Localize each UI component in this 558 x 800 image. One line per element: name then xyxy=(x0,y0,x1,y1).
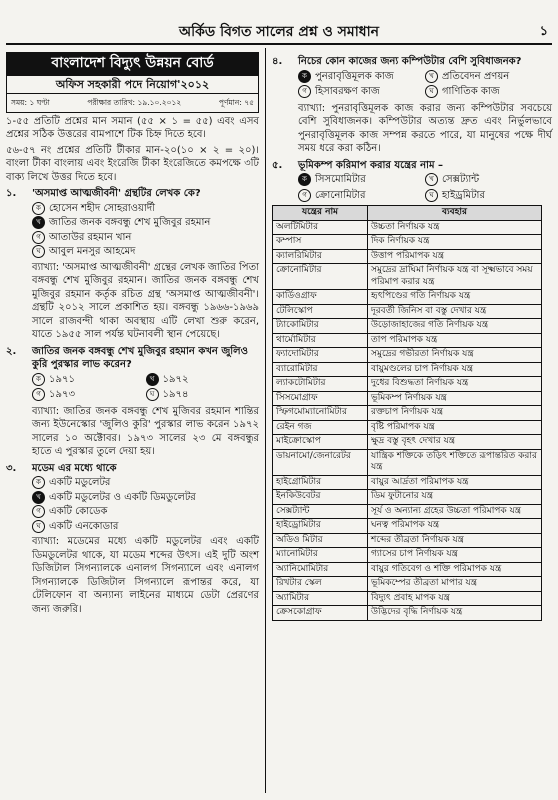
explanation: ব্যাখ্যা: 'অসমাপ্ত আত্মজীবনী' গ্রন্থের লেখক জাতির পিতা বঙ্গবন্ধু শেখ মুজিবুর রহমান। জাতির জনক বঙ্গবন্ধু শেখ মুজিবুর রহমান কর্তৃক রচিত গ্রন্থ 'অসমাপ্ত আত্মজীবনী'। গ্রন্থটি ২০১২ সালে প্রকাশিত হয়। বঙ্গবন্ধু ১৯৬৬-১৯৬৯ সালে রাজবন্দী থাকা অবস্থায় এটি লেখা শুরু করেন, যাতে ১৯৫৫ সাল পর্যন্ত ঘটনাবলী স্থান পেয়েছে। xyxy=(32,261,259,340)
explanation: ব্যাখ্যা: মডেমের মধ্যে একটি মডুলেটর এবং একটি ডিমডুলেটর থাকে, যা মডেম শব্দের উৎস। এই দুটি অংশ ডিজিটাল সিগন্যালকে এনালগ সিগন্যালে এবং এনালগ সিগন্যালকে ডিজিটাল সিগন্যালে রূপান্তর করে, যা টেলিফোন বা অন্যান্য লাইনের মাধ্যমে ডেটা প্রেরণের জন্য জরুরি। xyxy=(32,536,259,615)
instrument-name: অলটিমিটার xyxy=(273,220,368,235)
instrument-name: ক্রোনোমিটার xyxy=(273,264,368,290)
option-marker: ক xyxy=(32,373,45,386)
page-header xyxy=(0,0,558,44)
option-marker: গ xyxy=(298,189,311,202)
option-text: ক্রোনোমিটার xyxy=(315,189,366,201)
option-marker: খ xyxy=(146,373,159,386)
question-text: 'অসমাপ্ত আত্মজীবনী' গ্রন্থটির লেখক কে? xyxy=(32,188,201,199)
instrument-use: ঘনত্ব পরিমাপক যন্ত্র xyxy=(368,519,542,534)
table-row xyxy=(273,304,542,319)
instrument-use: সমুদ্রের দ্রাঘিমা নির্ণায়ক যন্ত্র বা সূক্ষ্মভাবে সময় পরিমাপ করার যন্ত্র xyxy=(368,264,542,290)
instrument-use: বায়ুমণ্ডলের চাপ নির্ণায়ক যন্ত্র xyxy=(368,362,542,377)
option-marker: ক xyxy=(298,70,311,83)
option-marker: ক xyxy=(32,202,45,215)
table-row xyxy=(273,348,542,363)
table-row xyxy=(273,577,542,592)
table-header-row xyxy=(273,206,542,221)
option-text: হাইড্রমিটার xyxy=(442,189,485,201)
instruction-2: ৫৬-৫৭ নং প্রশ্নের প্রতিটি টীকার মান-২০(১০ × ২ = ২০)। বাংলা টীকা বাংলায় এবং ইংরেজি টীকা ইংরেজিতে কমপক্ষে ৩টি বাক্য লিখে উত্তর দিতে হবে। xyxy=(6,144,259,183)
instrument-use: বায়ুর আর্দ্রতা পরিমাপক যন্ত্র xyxy=(368,475,542,490)
option-text: একটি এনকোডার xyxy=(49,520,119,532)
instrument-use: বিদ্যুৎ প্রবাহ মাপক যন্ত্র xyxy=(368,591,542,606)
instrument-use: শব্দের তীব্রতা নির্ণায়ক যন্ত্র xyxy=(368,533,542,548)
instrument-name: রিখটার স্কেল xyxy=(273,577,368,592)
option-text: ১৯৭৪ xyxy=(162,389,189,400)
answer-option[interactable] xyxy=(425,85,552,99)
instrument-use: উচ্চতা নির্ণায়ক যন্ত্র xyxy=(368,220,542,235)
question-text: মডেম এর মধ্যে থাকে xyxy=(32,462,117,474)
instrument-use: উদ্ভিদের বৃদ্ধি নির্ণায়ক যন্ত্র xyxy=(368,606,542,621)
exam-time: সময়: ১ ঘণ্টা xyxy=(11,98,50,107)
instrument-use: ডিম ফুটানোর যন্ত্র xyxy=(368,490,542,505)
option-marker: ঘ xyxy=(32,245,45,258)
answer-option[interactable] xyxy=(32,373,146,387)
option-text: প্রতিবেদন প্রণয়ন xyxy=(442,70,510,82)
instrument-use: সূর্য ও অন্যান্য গ্রহের উচ্চতা পরিমাপক যন্ত্র xyxy=(368,504,542,519)
table-header-name: যন্ত্রের নাম xyxy=(273,206,368,221)
table-row xyxy=(273,391,542,406)
right-questions xyxy=(272,55,552,203)
table-row xyxy=(273,606,542,621)
instrument-use: উড়োজাহাজের গতি নির্ণায়ক যন্ত্র xyxy=(368,319,542,334)
instrument-use: তাপ পরিমাপক যন্ত্র xyxy=(368,333,542,348)
option-text: সিসমোমিটার xyxy=(315,174,366,185)
options-grid xyxy=(298,172,552,203)
table-row xyxy=(273,290,542,305)
page-number: ১ xyxy=(539,24,548,39)
instrument-use: গ্যাসের চাপ নির্ণায়ক যন্ত্র xyxy=(368,548,542,563)
answer-option[interactable] xyxy=(425,173,552,187)
answer-option[interactable] xyxy=(32,231,259,245)
answer-option[interactable] xyxy=(298,85,425,99)
table-row xyxy=(273,475,542,490)
exam-board-box xyxy=(6,52,259,113)
answer-option[interactable] xyxy=(146,373,260,387)
question-number: ৫. xyxy=(272,159,283,171)
exam-date: পরীক্ষার তারিখ: ১৯.১০.২০১২ xyxy=(87,98,182,107)
instrument-use: রক্তচাপ নির্ণায়ক যন্ত্র xyxy=(368,406,542,421)
option-marker: খ xyxy=(425,70,438,83)
option-text: ১৯৭২ xyxy=(162,373,189,385)
instrument-name: ফ্যাদোমিটার xyxy=(273,348,368,363)
answer-option[interactable] xyxy=(32,202,259,216)
instrument-name: অ্যানিমোমিটার xyxy=(273,562,368,577)
option-text: আতাউর রহমান খান xyxy=(49,231,132,243)
instrument-name: ইনকিউবেটর xyxy=(273,490,368,505)
option-marker: গ xyxy=(32,388,45,401)
instrument-name: সেক্সট্যান্ট xyxy=(273,504,368,519)
question xyxy=(272,55,552,69)
instruction-1: ১-৫৫ প্রতিটি প্রশ্নের মান সমান (৫৫ × ১ = ৫৫) এবং এসব প্রশ্নের সঠিক উত্তরের বামপাশে টিক চিহ্ন দিতে হবে। xyxy=(6,115,259,140)
answer-option[interactable] xyxy=(32,216,259,230)
option-text: আবুল মনসুর আহমেদ xyxy=(49,246,136,257)
option-marker: ঘ xyxy=(425,85,438,98)
explanation: ব্যাখ্যা: জাতির জনক বঙ্গবন্ধু শেখ মুজিবর রহমান শান্তির জন্য ইউনেস্কোর 'জুলিও কুরি' পুরস্কার লাভ করেন ১৯৭২ সালের ১০ অক্টোবর। ১৯৭৩ সালের ২৩ মে বঙ্গবন্ধুর হাতে এ পুরস্কার তুলে দেয়া হয়। xyxy=(32,405,259,457)
answer-option[interactable] xyxy=(298,173,425,187)
answer-option[interactable] xyxy=(32,476,259,490)
instruments-table xyxy=(272,205,542,621)
answer-option[interactable] xyxy=(298,70,425,84)
table-row xyxy=(273,264,542,290)
instrument-name: ট্যাকোমিটার xyxy=(273,319,368,334)
question-number: ৩. xyxy=(6,462,17,474)
option-marker: ঘ xyxy=(32,520,45,533)
instrument-use: ভূমিকম্প নির্ণায়ক যন্ত্র xyxy=(368,391,542,406)
instrument-name: অডিও মিটার xyxy=(273,533,368,548)
option-marker: গ xyxy=(32,505,45,518)
option-text: পুনরাবৃত্তিমূলক কাজ xyxy=(315,70,394,82)
table-row xyxy=(273,362,542,377)
instrument-use: সমুদ্রের গভীরতা নির্ণায়ক যন্ত্র xyxy=(368,348,542,363)
header-divider xyxy=(6,43,552,45)
instrument-use: দুধের বিশুদ্ধতা নির্ণায়ক যন্ত্র xyxy=(368,377,542,392)
table-row xyxy=(273,235,542,250)
instrument-name: টেলিস্কোপ xyxy=(273,304,368,319)
instrument-name: ম্যানোমিটার xyxy=(273,548,368,563)
instrument-name: স্ফিগমোম্যানোমিটার xyxy=(273,406,368,421)
question-number: ২. xyxy=(6,345,17,357)
answer-option[interactable] xyxy=(32,245,259,259)
instrument-name: সিসমোগ্রাফ xyxy=(273,391,368,406)
answer-option[interactable] xyxy=(298,189,425,203)
answer-option[interactable] xyxy=(425,189,552,203)
option-text: হিসাবরক্ষণ কাজ xyxy=(315,86,380,97)
question-number: ৪. xyxy=(272,56,283,67)
answer-option[interactable] xyxy=(32,520,259,534)
table-row xyxy=(273,319,542,334)
answer-option[interactable] xyxy=(32,388,146,402)
options-grid xyxy=(32,372,259,403)
option-marker: ঘ xyxy=(146,388,159,401)
exam-marks: পূর্ণমান: ৭৫ xyxy=(218,98,254,107)
table-row xyxy=(273,548,542,563)
instrument-name: মাইক্রোস্কোপ xyxy=(273,435,368,450)
question-text: নিচের কোন কাজের জন্য কম্পিউটার বেশি সুবিধাজনক? xyxy=(298,56,522,67)
board-title: বাংলাদেশ বিদ্যুৎ উন্নয়ন বোর্ড xyxy=(7,53,258,75)
instrument-name: ক্রেসকোগ্রাফ xyxy=(273,606,368,621)
answer-option[interactable] xyxy=(146,388,260,402)
table-row xyxy=(273,490,542,505)
option-text: হোসেন শহীদ সোহরাওয়ার্দী xyxy=(49,202,155,214)
option-text: গাণিতিক কাজ xyxy=(442,86,500,97)
instrument-name: ডায়নামো/জেনারেটর xyxy=(273,449,368,475)
instrument-use: যান্ত্রিক শক্তিকে তড়িৎ শক্তিতে রূপান্তরিত করার যন্ত্র xyxy=(368,449,542,475)
column-divider xyxy=(265,48,266,793)
answer-option[interactable] xyxy=(425,70,552,84)
table-row xyxy=(273,377,542,392)
explanation: ব্যাখ্যা: পুনরাবৃত্তিমূলক কাজ করার জন্য কম্পিউটার সবচেয়ে বেশি সুবিধাজনক। কম্পিউটার অত্যন্ত দ্রুত এবং নির্ভুলভাবে পুনরাবৃত্তিমূলক কাজ সম্পন্ন করতে পারে, যা মানুষের পক্ষে দীর্ঘ সময় ধরে করা কঠিন। xyxy=(298,102,552,154)
table-row xyxy=(273,406,542,421)
instrument-name: থার্মোমিটার xyxy=(273,333,368,348)
table-row xyxy=(273,220,542,235)
table-row xyxy=(273,333,542,348)
instrument-name: অ্যামিটার xyxy=(273,591,368,606)
option-marker: খ xyxy=(32,216,45,229)
instrument-use: উত্তাপ পরিমাপক যন্ত্র xyxy=(368,249,542,264)
header-title: অর্কিড বিগত সালের প্রশ্ন ও সমাধান xyxy=(178,24,380,40)
option-text: একটি কোডেক xyxy=(49,506,108,517)
table-row xyxy=(273,420,542,435)
answer-option[interactable] xyxy=(32,491,259,505)
instrument-name: হাইগ্রোমিটার xyxy=(273,475,368,490)
instrument-name: ক্যালরিমিটার xyxy=(273,249,368,264)
option-text: একটি মডুলেটর xyxy=(49,477,111,488)
table-row xyxy=(273,249,542,264)
table-row xyxy=(273,562,542,577)
option-marker: ক xyxy=(32,476,45,489)
table-row xyxy=(273,449,542,475)
right-column xyxy=(272,52,552,621)
instrument-use: হৃৎপিণ্ডের গতি নির্ণায়ক যন্ত্র xyxy=(368,290,542,305)
instrument-name: ল্যাকটোমিটার xyxy=(273,377,368,392)
question xyxy=(272,159,552,173)
instrument-use: ভূমিকম্পের তীব্রতা মাপার যন্ত্র xyxy=(368,577,542,592)
option-marker: খ xyxy=(425,173,438,186)
instrument-name: কম্পাস xyxy=(273,235,368,250)
instrument-use: বৃষ্টি পরিমাপক যন্ত্র xyxy=(368,420,542,435)
option-text: সেক্সট্যান্ট xyxy=(442,174,480,185)
instrument-name: ব্যারোমিটার xyxy=(273,362,368,377)
question xyxy=(6,187,259,201)
instrument-use: বায়ুর গতিবেগ ও শক্তি পরিমাপক যন্ত্র xyxy=(368,562,542,577)
question-text: জাতির জনক বঙ্গবন্ধু শেখ মুজিবুর রহমান কখন জুলিও কুরি পুরস্কার লাভ করেন? xyxy=(32,345,248,370)
question xyxy=(6,462,259,476)
option-marker: খ xyxy=(32,491,45,504)
option-marker: গ xyxy=(298,85,311,98)
instrument-use: দূরবর্তী জিনিস বা বস্তু দেখার যন্ত্র xyxy=(368,304,542,319)
option-marker: গ xyxy=(32,231,45,244)
table-row xyxy=(273,435,542,450)
option-text: ১৯৭৩ xyxy=(49,389,75,400)
table-row xyxy=(273,504,542,519)
answer-option[interactable] xyxy=(32,505,259,519)
instrument-name: হাইড্রোমিটার xyxy=(273,519,368,534)
option-text: একটি মডুলেটর ও একটি ডিমডুলেটর xyxy=(49,491,196,503)
option-marker: ক xyxy=(298,173,311,186)
option-marker: ঘ xyxy=(425,189,438,202)
instrument-use: দিক নির্ণায়ক যন্ত্র xyxy=(368,235,542,250)
left-column xyxy=(6,52,259,618)
option-text: ১৯৭১ xyxy=(49,373,75,385)
question xyxy=(6,345,259,372)
table-body xyxy=(273,220,542,620)
question-text: ভূমিকম্প করিমাপ করার যন্ত্রের নাম – xyxy=(298,159,443,171)
table-header-use: ব্যবহার xyxy=(368,206,542,221)
exam-subtitle: অফিস সহকারী পদে নিয়োগ'২০১২ xyxy=(7,75,258,95)
option-text: জাতির জনক বঙ্গবন্ধু শেখ মুজিবুর রহমান xyxy=(49,217,211,228)
exam-meta xyxy=(7,94,258,112)
table-row xyxy=(273,519,542,534)
instrument-name: কার্ডিওগ্রাফ xyxy=(273,290,368,305)
options-grid xyxy=(298,69,552,100)
table-row xyxy=(273,591,542,606)
left-questions xyxy=(6,187,259,616)
instrument-use: ক্ষুদ্র বস্তু বৃহৎ দেখার যন্ত্র xyxy=(368,435,542,450)
instrument-name: রেইন গজ xyxy=(273,420,368,435)
question-number: ১. xyxy=(6,188,17,199)
table-row xyxy=(273,533,542,548)
